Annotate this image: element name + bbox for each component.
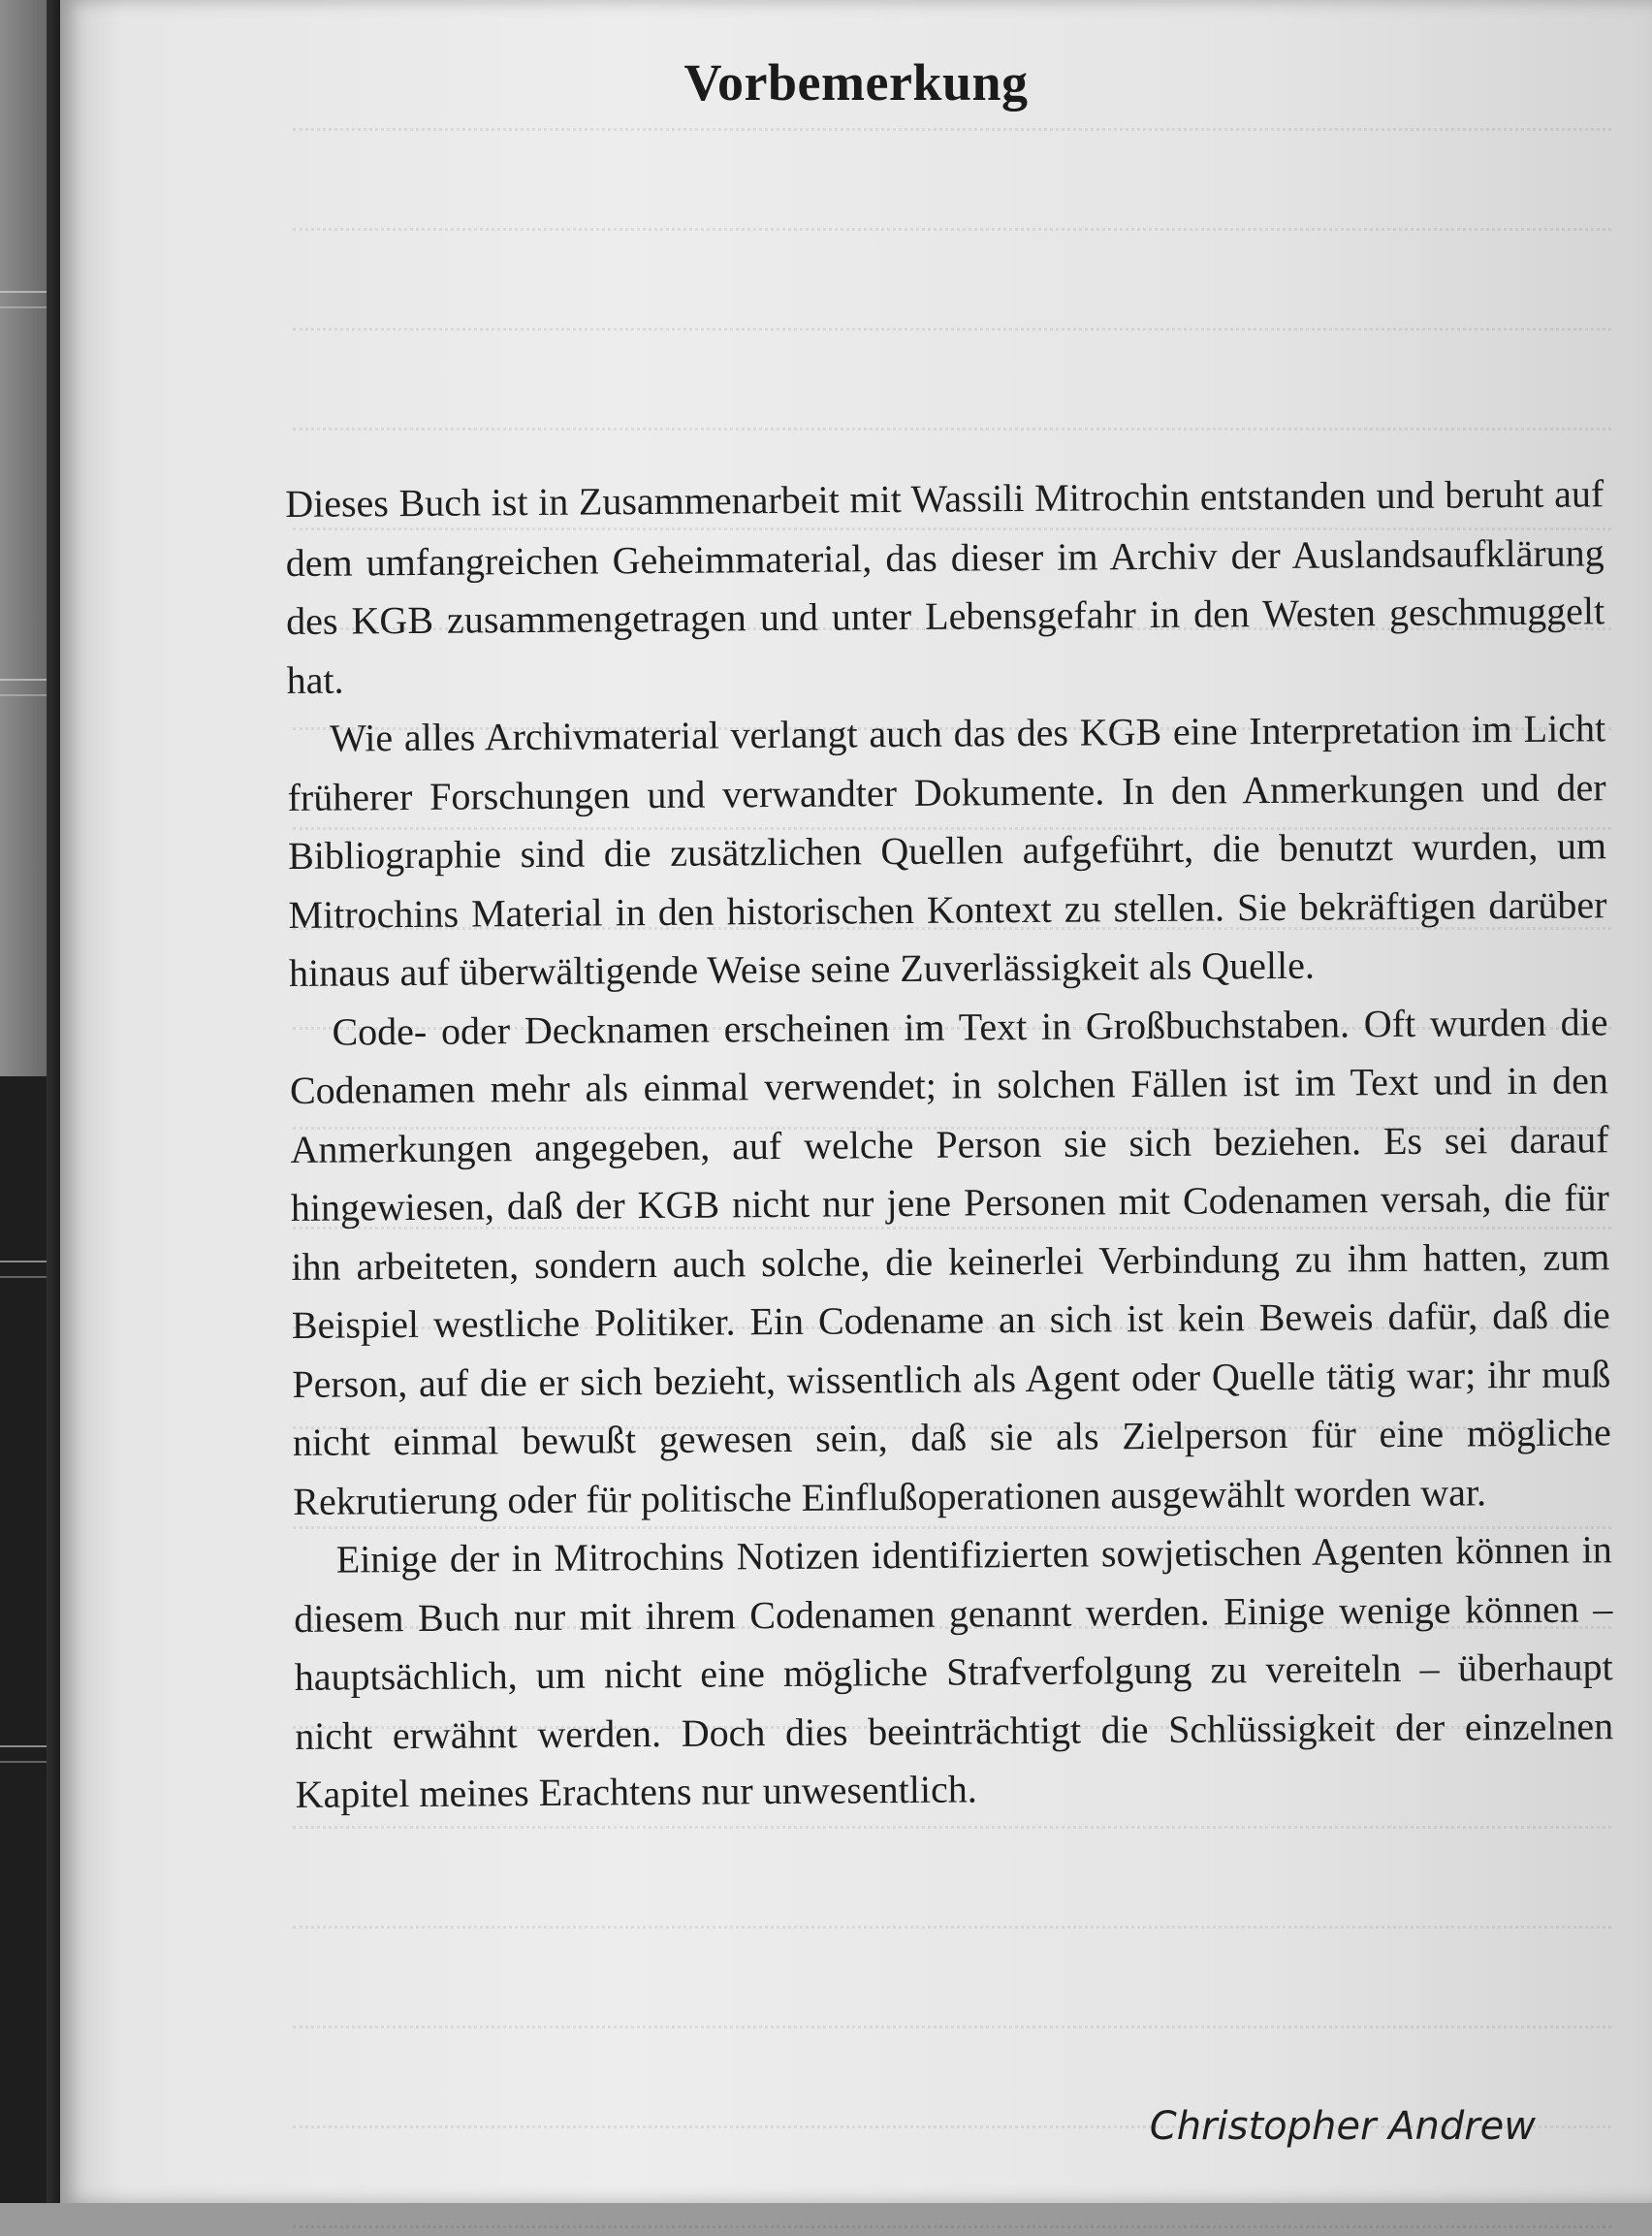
page-title: Vorbemerkung — [683, 53, 1029, 112]
adjacent-page-line — [0, 1745, 47, 1763]
paragraph-4: Einige der in Mitrochins Notizen identifizierten sowjetischen Agenten können in diesem Buch nur mit ihrem Codenamen genannt werden. Einige wenige können – hauptsächlich, um nicht eine mögliche Strafverfolgung zu vereiteln – überhaupt nicht erwähnt werden. Doch dies beeinträchtigt die Schlüssigkeit der einzelnen Kapitel meines Erachtens nur unwesentlich. — [294, 1527, 1614, 1816]
paragraph-1: Dieses Buch ist in Zusammenarbeit mit Wassili Mitrochin entstanden und beruht auf dem umfangreichen Geheimmaterial, das dieser im Archiv der Auslandsaufklärung des KGB zusammengetragen und unter Lebensgefahr in den Westen geschmuggelt hat. — [285, 471, 1605, 702]
body-text — [285, 464, 1614, 1824]
adjacent-page-line — [0, 291, 47, 308]
adjacent-page-line — [0, 679, 47, 696]
paragraph-3: Code- oder Decknamen erscheinen im Text in Großbuchstaben. Oft wurden die Codenamen mehr als einmal verwendet; in solchen Fällen ist im Text und in den Anmerkungen angegeben, auf welche Person sie sich beziehen. Es sei darauf hingewiesen, daß der KGB nicht nur jene Personen mit Codenamen versah, die für ihn arbeiteten, sondern auch solche, die keinerlei Verbindung zu ihm hatten, zum Beispiel westliche Politiker. Ein Codename an sich ist kein Beweis dafür, daß die Person, auf die er sich bezieht, wissentlich als Agent oder Quelle tätig war; ihr muß nicht einmal bewußt gewesen sein, daß sie als Zielperson für eine mögliche Rekrutierung oder für politische Einflußoperationen ausgewählt worden war. — [289, 999, 1611, 1523]
paragraph-2: Wie alles Archivmaterial verlangt auch das des KGB eine Interpretation im Licht früherer Forschungen und verwandter Dokumente. In den Anmerkungen und der Bibliographie sind die zusätzlichen Quellen aufgeführt, die benutzt wurden, um Mitrochins Material in den historischen Kontext zu stellen. Sie bekräftigen darüber hinaus auf überwältigende Weise seine Zuverlässigkeit als Quelle. — [287, 706, 1607, 995]
adjacent-page-light-band — [0, 0, 47, 1076]
adjacent-page-line — [0, 1261, 47, 1278]
book-page — [60, 0, 1652, 2203]
adjacent-page-dark-band — [0, 1076, 47, 2203]
adjacent-page-edge — [0, 0, 60, 2203]
author-signature: Christopher Andrew — [1149, 2104, 1536, 2149]
